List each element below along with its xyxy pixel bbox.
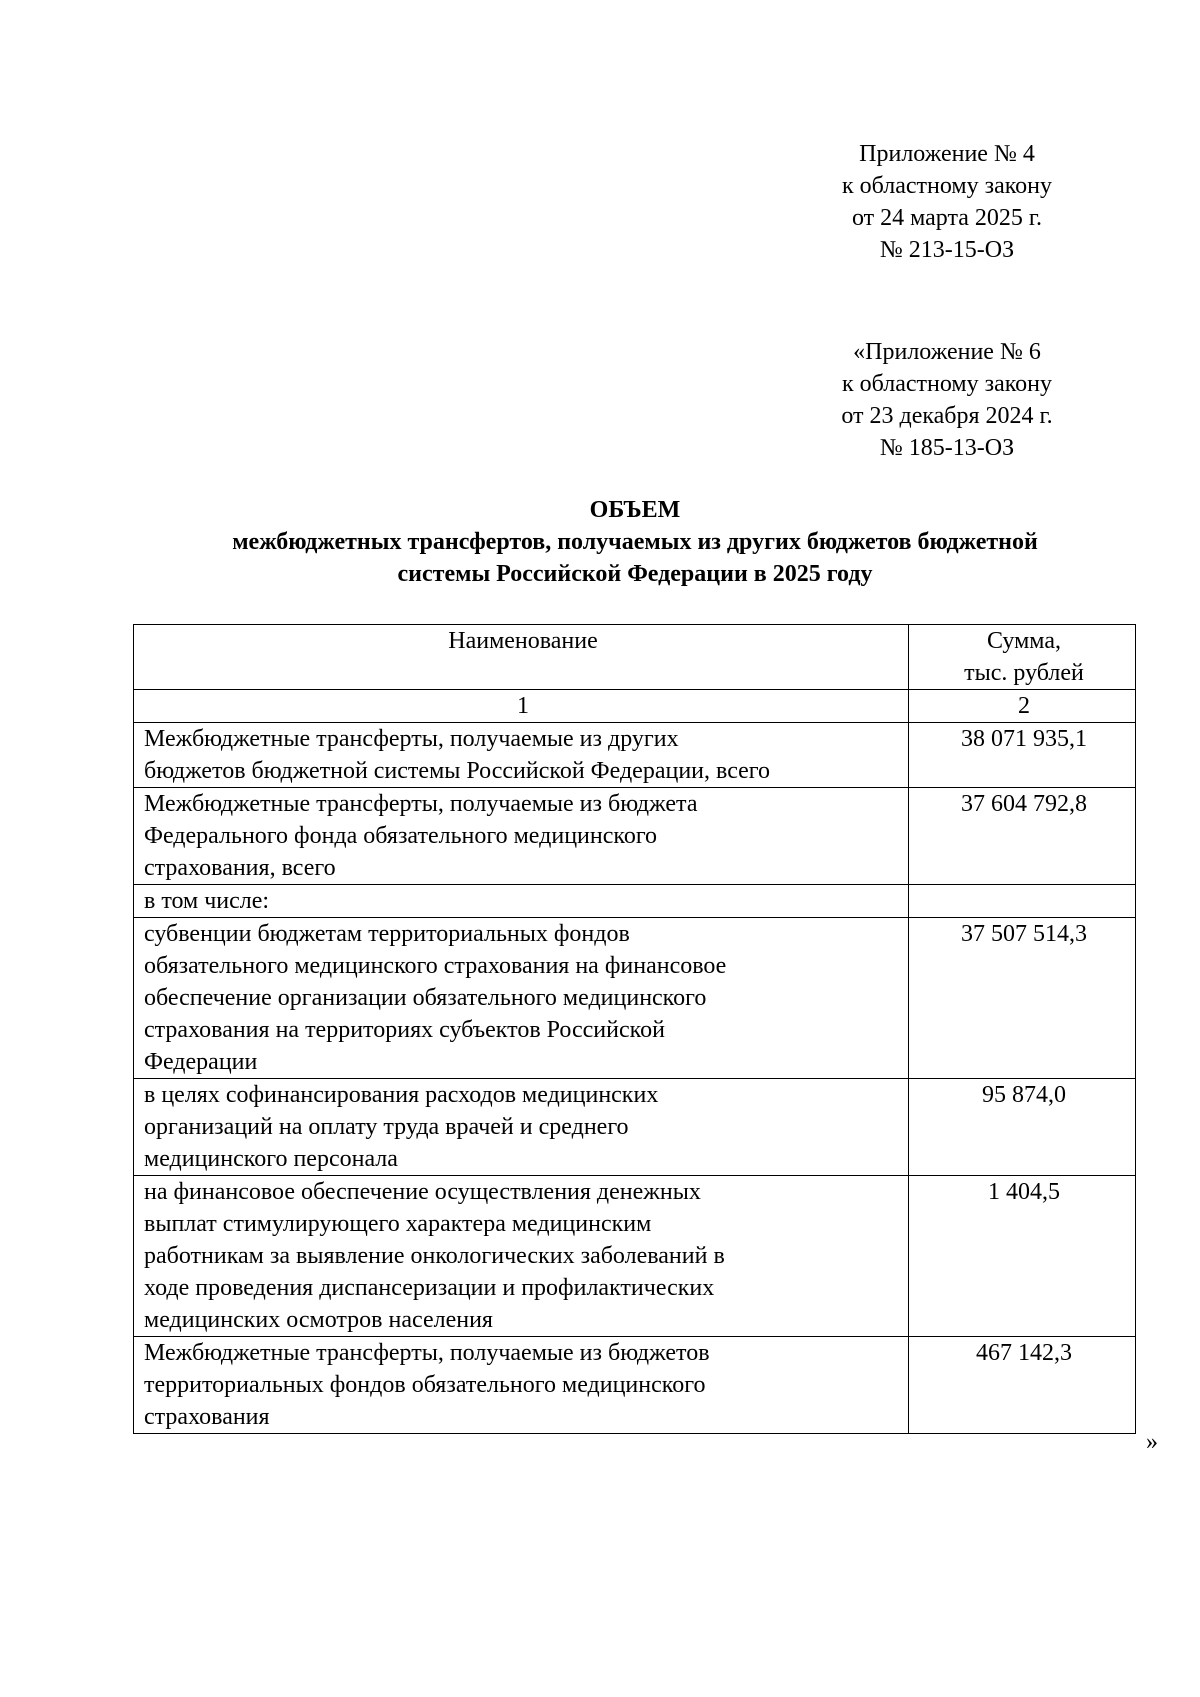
annex-previous-line: «Приложение № 6 <box>853 339 1041 365</box>
title-line: системы Российской Федерации в 2025 году <box>397 561 873 587</box>
row-name-line: организаций на оплату труда врачей и среднего <box>144 1114 629 1140</box>
annex-current-stamp <box>782 138 1112 266</box>
header-sum-label: Сумма, <box>987 628 1061 654</box>
transfers-table <box>133 624 1136 1434</box>
row-sum-cell: 95 874,0 <box>909 1079 1136 1176</box>
table-row <box>134 918 1136 1079</box>
row-name-cell <box>134 918 909 1079</box>
column-number-cell: 1 <box>134 690 909 723</box>
row-name-line: Межбюджетные трансферты, получаемые из бюджетов <box>144 1340 710 1366</box>
row-name-line: страхования, всего <box>144 855 336 881</box>
row-name-line: обязательного медицинского страхования на финансовое <box>144 953 727 979</box>
header-sum-cell <box>909 625 1136 690</box>
annex-current-line: от 24 марта 2025 г. <box>851 205 1043 231</box>
header-name-cell <box>134 625 909 690</box>
row-name-line: бюджетов бюджетной системы Российской Федерации, всего <box>144 758 771 784</box>
row-sum-cell: 38 071 935,1 <box>909 723 1136 788</box>
row-name-line: ходе проведения диспансеризации и профилактических <box>144 1275 715 1301</box>
row-name-line: Межбюджетные трансферты, получаемые из других <box>144 726 679 752</box>
row-name-line: территориальных фондов обязательного медицинского <box>144 1372 706 1398</box>
row-sum-cell: 37 604 792,8 <box>909 788 1136 885</box>
annex-current-line: № 213-15-ОЗ <box>879 237 1015 263</box>
annex-previous-line: от 23 декабря 2024 г. <box>841 403 1053 429</box>
annex-current-line: Приложение № 4 <box>859 141 1035 167</box>
title-line: ОБЪЕМ <box>589 497 681 523</box>
annex-previous-line: № 185-13-ОЗ <box>879 435 1015 461</box>
table-row <box>134 788 1136 885</box>
row-name-line: страхования <box>144 1404 270 1430</box>
header-name-label: Наименование <box>448 628 598 654</box>
annex-previous-line: к областному закону <box>841 371 1053 397</box>
closing-quote: » <box>1146 1429 1158 1455</box>
row-name-line: субвенции бюджетам территориальных фондов <box>144 921 630 947</box>
row-sum-cell <box>909 885 1136 918</box>
row-name-line: работникам за выявление онкологических заболеваний в <box>144 1243 725 1269</box>
table-row <box>134 885 1136 918</box>
header-sum-unit: тыс. рублей <box>964 660 1084 686</box>
table-row <box>134 1176 1136 1337</box>
document-title <box>130 494 1140 590</box>
row-name-cell <box>134 885 909 918</box>
row-name-line: Межбюджетные трансферты, получаемые из бюджета <box>144 791 698 817</box>
row-name-line: в целях софинансирования расходов медицинских <box>144 1082 659 1108</box>
row-name-line: медицинских осмотров населения <box>144 1307 493 1333</box>
row-name-line: обеспечение организации обязательного медицинского <box>144 985 707 1011</box>
row-sum-cell: 1 404,5 <box>909 1176 1136 1337</box>
row-name-line: страхования на территориях субъектов Российской <box>144 1017 665 1043</box>
column-number-row <box>134 690 1136 723</box>
row-name-line: Федерального фонда обязательного медицинского <box>144 823 658 849</box>
row-name-line: на финансовое обеспечение осуществления денежных <box>144 1179 701 1205</box>
table-row <box>134 723 1136 788</box>
row-name-cell <box>134 723 909 788</box>
column-number-cell: 2 <box>909 690 1136 723</box>
row-name-cell <box>134 1176 909 1337</box>
row-name-cell <box>134 1079 909 1176</box>
row-sum-cell: 467 142,3 <box>909 1337 1136 1434</box>
row-name-line: Федерации <box>144 1049 258 1075</box>
row-name-cell <box>134 1337 909 1434</box>
table-row <box>134 1079 1136 1176</box>
row-name-cell <box>134 788 909 885</box>
title-line: межбюджетных трансфертов, получаемых из других бюджетов бюджетной <box>232 529 1038 555</box>
row-name-line: в том числе: <box>144 888 270 914</box>
table-header-row <box>134 625 1136 690</box>
row-sum-cell: 37 507 514,3 <box>909 918 1136 1079</box>
row-name-line: выплат стимулирующего характера медицинским <box>144 1211 652 1237</box>
row-name-line: медицинского персонала <box>144 1146 398 1172</box>
annex-previous-stamp <box>782 336 1112 464</box>
table-row <box>134 1337 1136 1434</box>
annex-current-line: к областному закону <box>841 173 1053 199</box>
